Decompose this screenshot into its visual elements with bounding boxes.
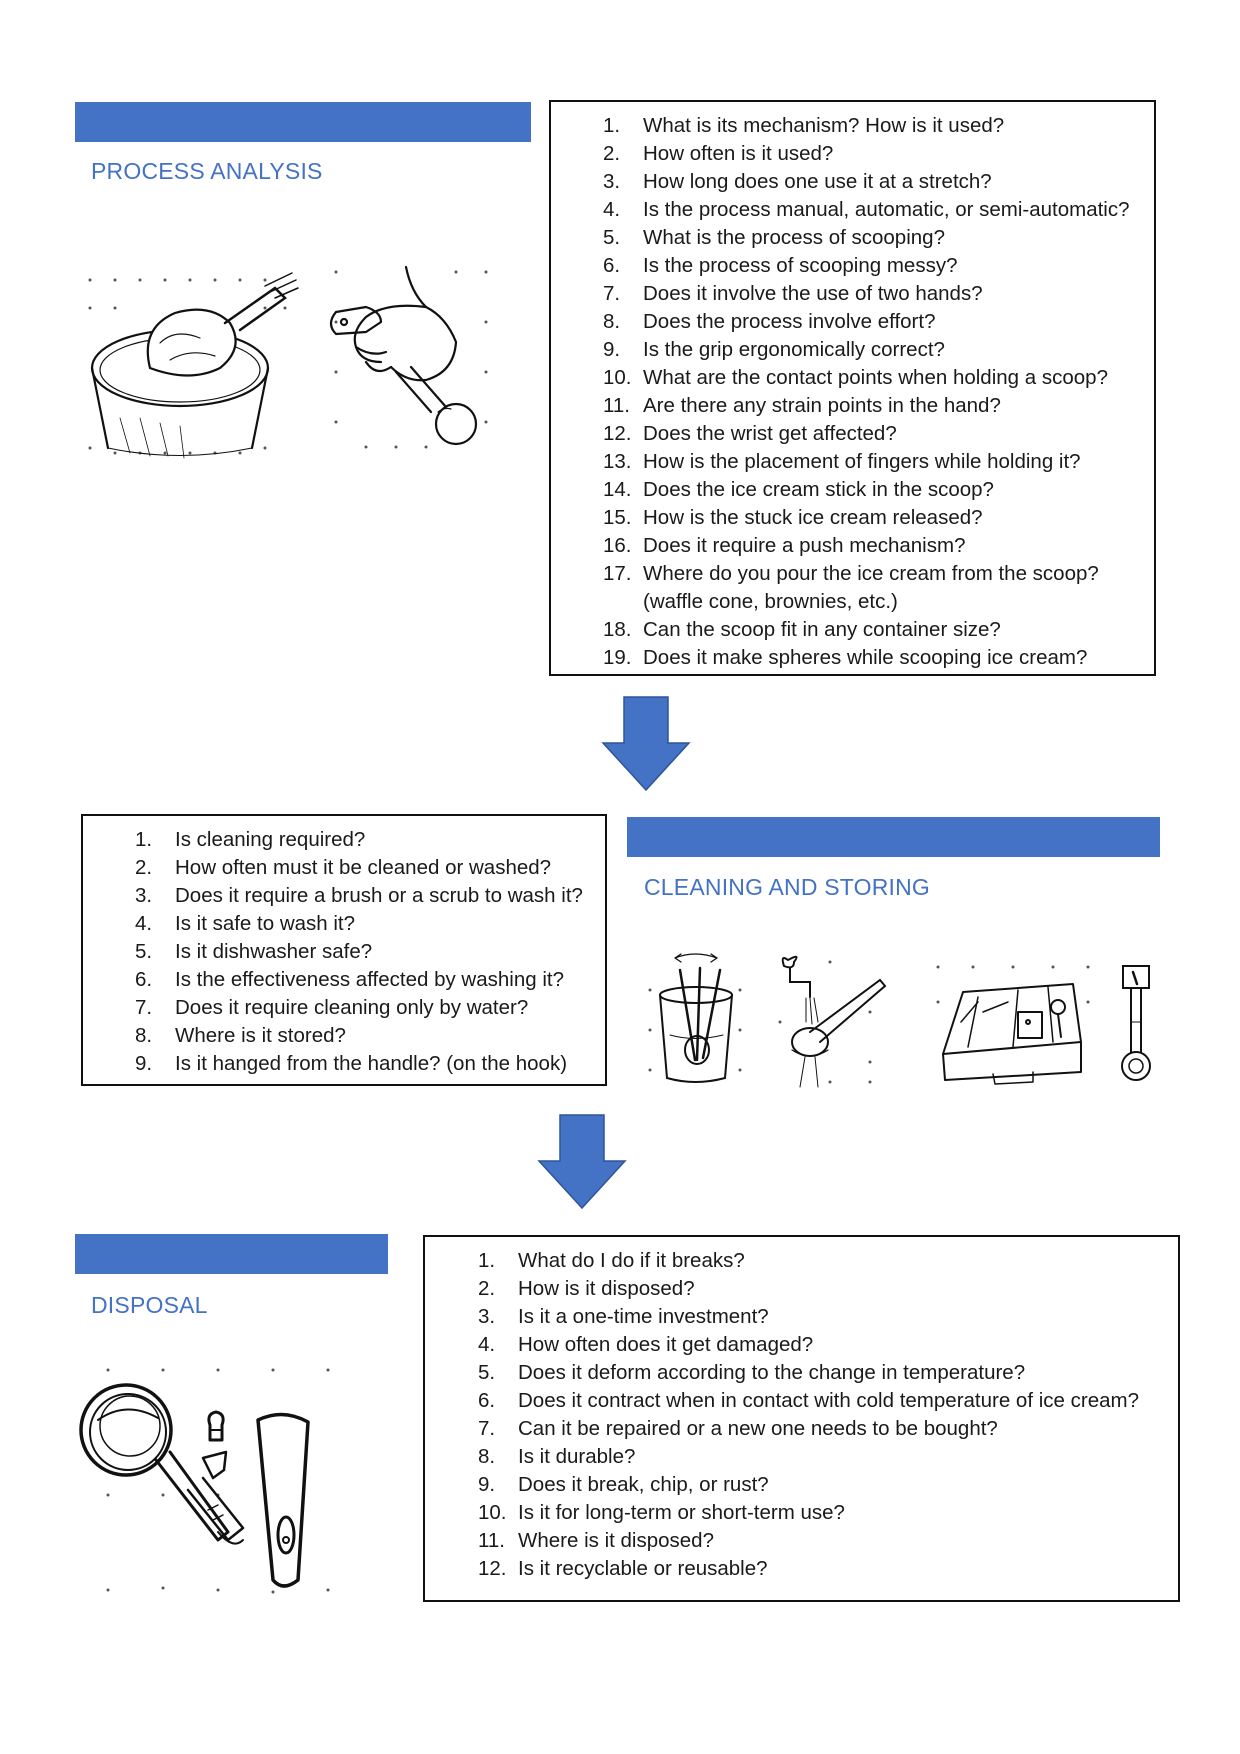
disposal-header-bar [75, 1234, 388, 1274]
scoops-in-glass-sketch [645, 950, 745, 1090]
disposal-heading: DISPOSAL [91, 1292, 208, 1318]
scoop-in-tub-sketch [80, 268, 300, 468]
down-arrow-icon [537, 1114, 627, 1210]
down-arrow-icon [601, 696, 691, 792]
cleaning-header-bar [627, 817, 1160, 857]
scoop-on-hook-sketch [1103, 962, 1163, 1092]
process-questions-box: 1. What is its mechanism? How is it used? 2. How often is it used? 3. How long does one use it at a stretch? 4. Is the process manual, automatic, or semi-automatic? 5. What is the process of scooping? 6. Is the process of scooping messy? 7. Does it involve the use of two hands? 8. Does the process involve effort? 9. Is the grip ergonomically correct? 10. What are the contact points when holding a scoop? 11. Are there any strain points in the hand? 12. Does the wrist get affected? 13. How is the placement of fingers while holding it? 14. Does the ice cream stick in the scoop? 15. How is the stuck ice cream released? 16. Does it require a push mechanism? 17. Where do you pour the ice cream from the scoop? (waffle cone, brownies, etc.) 18. Can the scoop fit in any container size? 19. Does it make spheres while scooping ice cream? [549, 100, 1156, 676]
process-heading: PROCESS ANALYSIS [91, 158, 323, 184]
disposal-questions-box: 1. What do I do if it breaks? 2. How is it disposed? 3. Is it a one-time investment? 4. How often does it get damaged? 5. Does it deform according to the change in temperature? 6. Does it contract when in contact with cold temperature of ice cream? 7. Can it be repaired or a new one needs to be bought? 8. Is it durable? 9. Does it break, chip, or rust? 10. Is it for long-term or short-term use? 11. Where is it disposed? 12. Is it recyclable or reusable? [423, 1235, 1180, 1602]
broken-scoop-sketch [78, 1360, 358, 1610]
storage-drawer-sketch [933, 962, 1093, 1092]
cleaning-questions-box: 1. Is cleaning required? 2. How often must it be cleaned or washed? 3. Does it require a brush or a scrub to wash it? 4. Is it safe to wash it? 5. Is it dishwasher safe? 6. Is the effectiveness affected by washing it? 7. Does it require cleaning only by water? 8. Where is it stored? 9. Is it hanged from the handle? (on the hook) [81, 814, 607, 1086]
hand-holding-scoop-sketch [326, 262, 506, 462]
cleaning-heading: CLEANING AND STORING [644, 874, 931, 900]
process-header-bar [75, 102, 531, 142]
faucet-washing-scoop-sketch [770, 952, 890, 1092]
